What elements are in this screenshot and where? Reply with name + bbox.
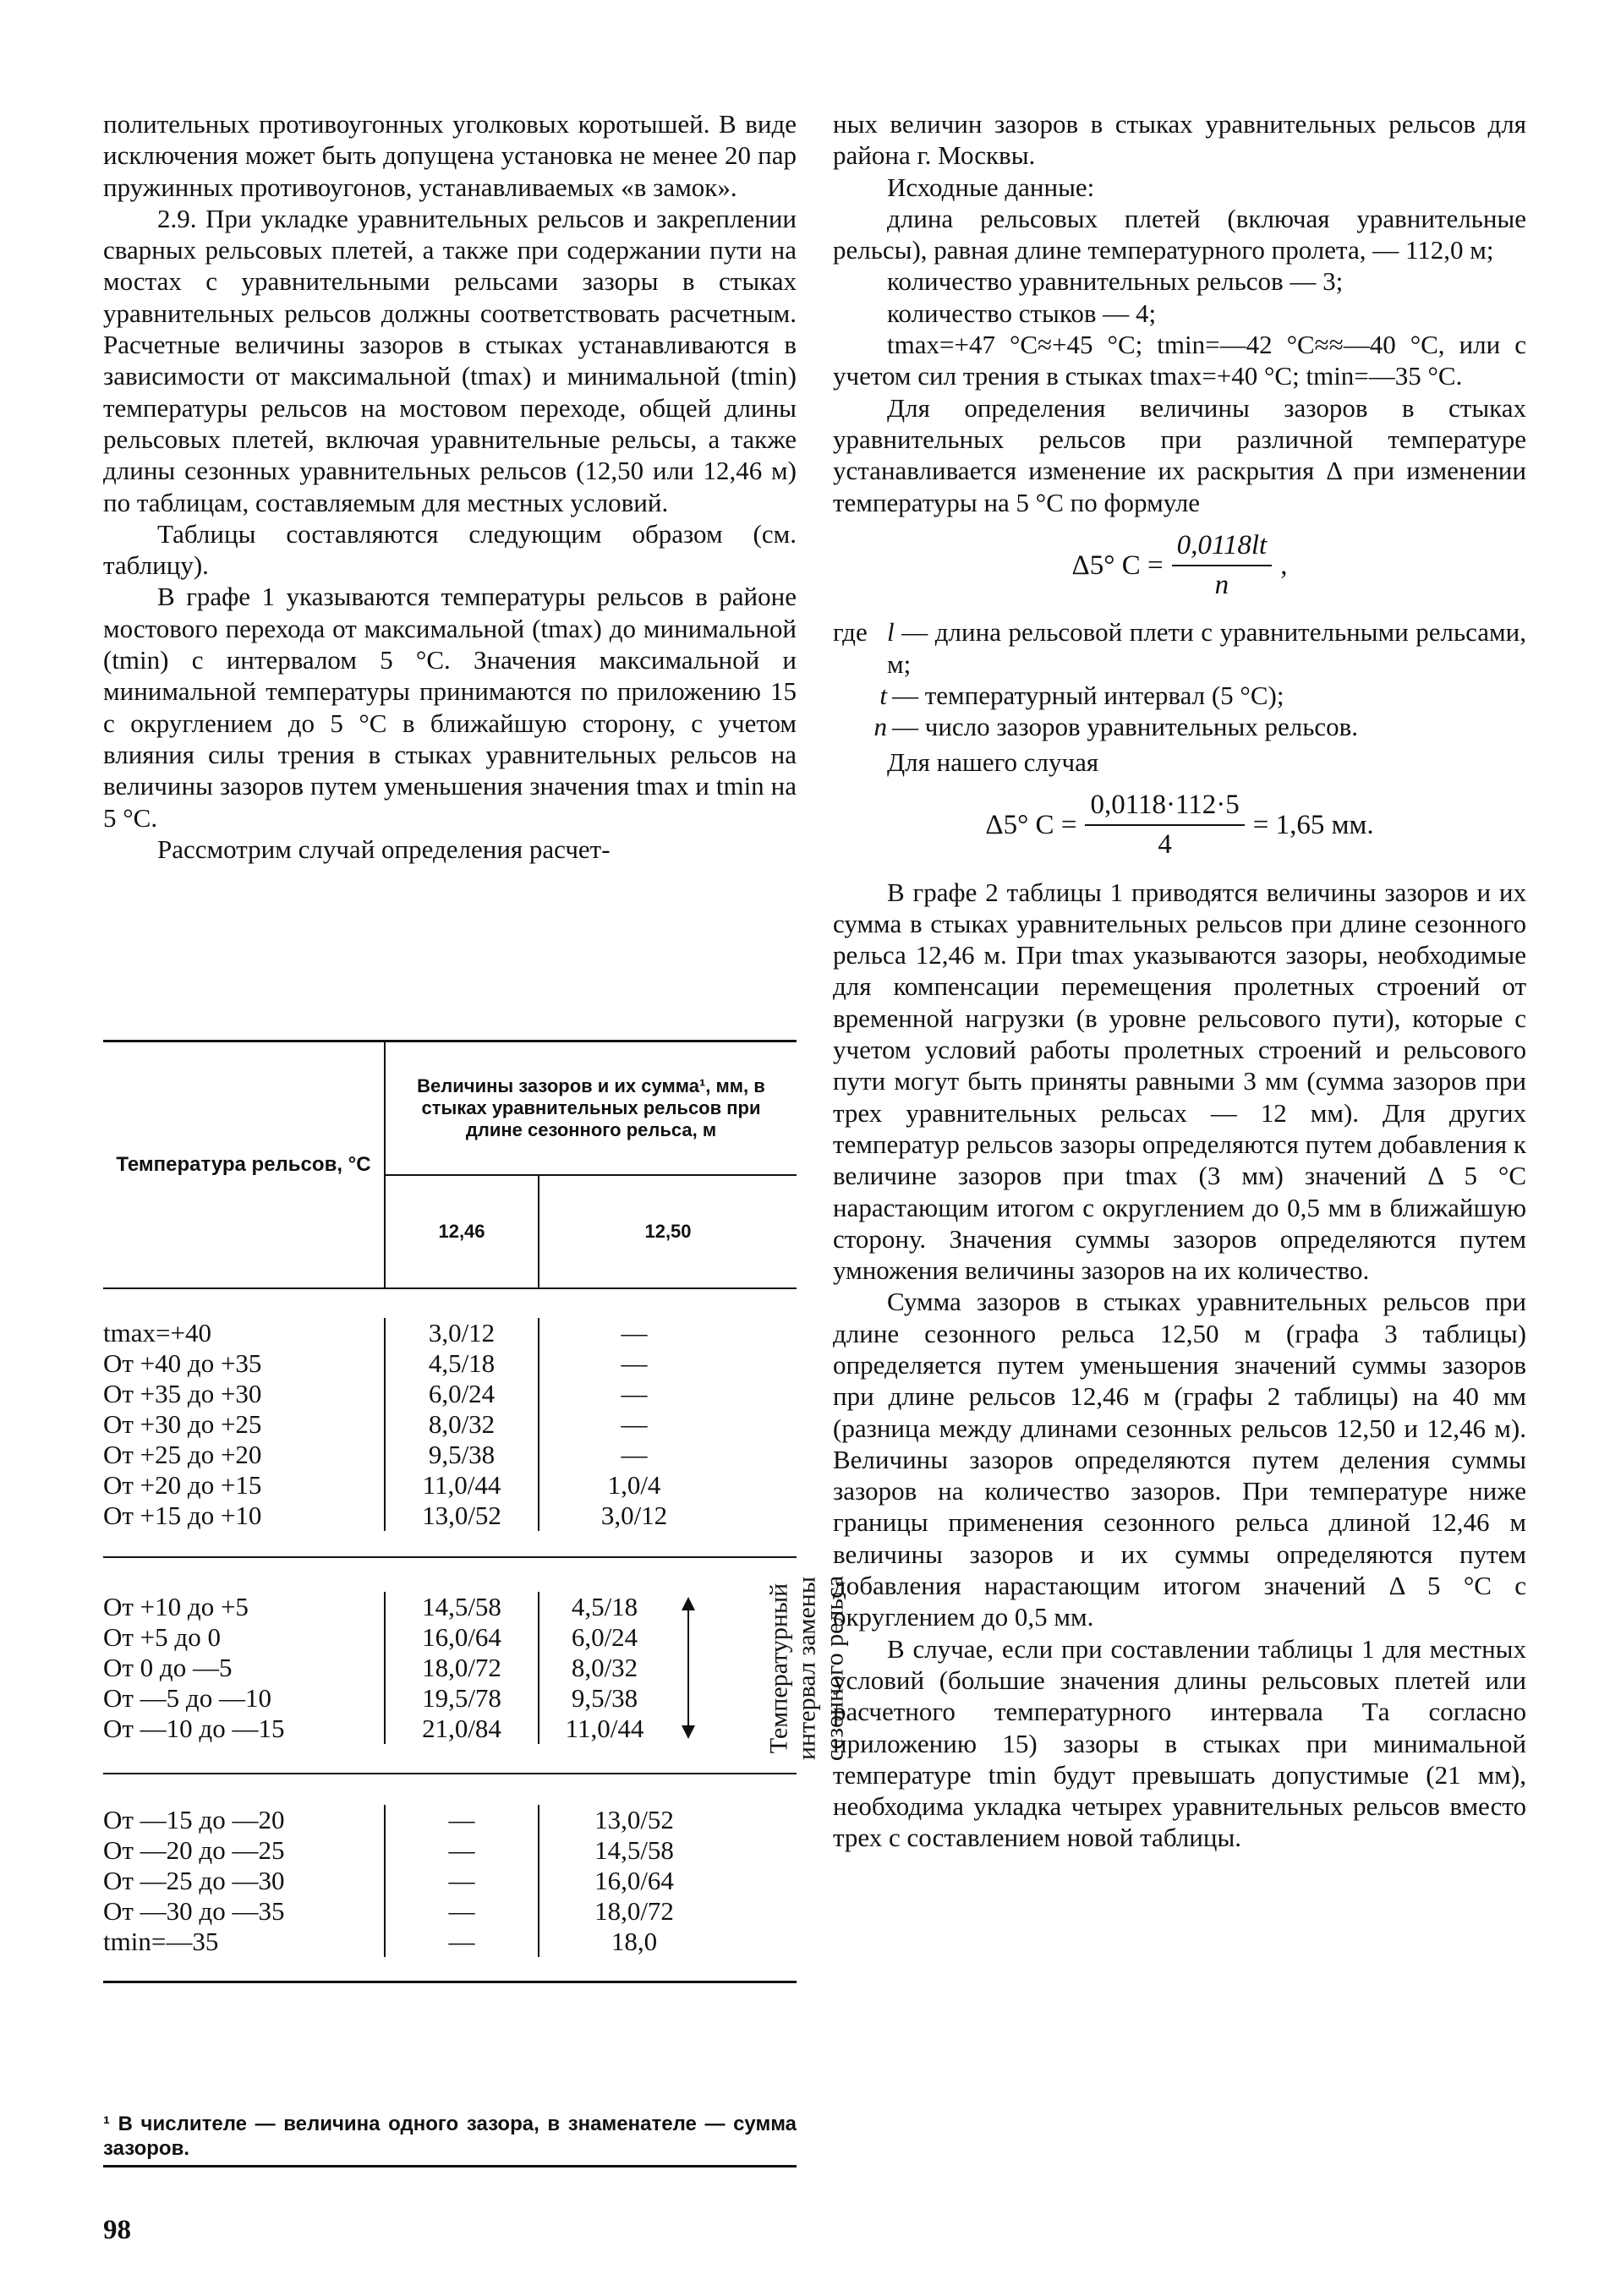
table-cell: От —5 до —10	[103, 1683, 271, 1713]
formula-lhs: Δ5° С =	[1071, 549, 1164, 581]
table-cell: 18,0/72	[594, 1896, 674, 1926]
temperature-cells	[103, 1318, 386, 1531]
table-cell: 19,5/78	[422, 1683, 501, 1713]
table-cell: tmax=+40	[103, 1318, 211, 1348]
table-cell: От +30 до +25	[103, 1409, 262, 1439]
table-cell: 1,0/4	[607, 1470, 661, 1500]
header-subcolumns	[386, 1176, 797, 1287]
interval-text: Температурный интервал замены сезонного рельса	[764, 1575, 849, 1761]
table-cell: 14,5/58	[422, 1592, 501, 1621]
where-word: где	[833, 617, 868, 648]
table-cell: От —20 до —25	[103, 1835, 285, 1865]
rail-gap-table	[103, 1040, 849, 1983]
table-cell: 18,0/72	[422, 1653, 501, 1682]
gap-1250-cells	[539, 1805, 797, 1957]
header-gaps-group	[386, 1042, 797, 1287]
table-cell: —	[448, 1805, 475, 1834]
table-cell: 4,5/18	[428, 1348, 496, 1378]
table-cell: 6,0/24	[428, 1379, 496, 1408]
footnote: ¹ В числителе — величина одного зазора, в знаменателе — сумма зазоров.	[103, 2113, 797, 2160]
table-cell: От +5 до 0	[103, 1622, 221, 1652]
denominator: n	[1214, 570, 1229, 601]
table-cell: От —30 до —35	[103, 1896, 285, 1926]
table-cell: От +40 до +35	[103, 1348, 262, 1378]
table-cell: 3,0/12	[600, 1501, 668, 1530]
table-cell: От +25 до +20	[103, 1440, 262, 1469]
denominator: 4	[1158, 829, 1172, 861]
table-cell: От +35 до +30	[103, 1379, 262, 1408]
paragraph: Исходные данные:	[887, 172, 1095, 202]
table-cell: От +20 до +15	[103, 1470, 262, 1500]
table-group-1	[103, 1289, 797, 1558]
table-cell: —	[448, 1896, 475, 1926]
table-cell: 8,0/32	[428, 1409, 496, 1439]
temperature-cells	[103, 1805, 386, 1957]
variable-definitions	[833, 616, 1526, 742]
temperature-cells	[103, 1592, 386, 1744]
table-cell: От —15 до —20	[103, 1805, 285, 1834]
definition-text: — длина рельсовой плети с уравнительными рельсами, м;	[887, 617, 1527, 679]
table-cell: tmin=—35	[103, 1927, 219, 1956]
definition	[887, 616, 1526, 680]
definition-text: — число зазоров уравнительных рельсов.	[892, 712, 1359, 742]
table-cell: 3,0/12	[428, 1318, 496, 1348]
definition-text: — температурный интервал (5 °С);	[892, 681, 1284, 711]
definition-row	[833, 680, 1526, 711]
table-group-3	[103, 1774, 797, 1981]
definition-row	[833, 616, 1526, 680]
table-cell: От —25 до —30	[103, 1866, 285, 1895]
table-cell: 8,0/32	[571, 1653, 638, 1682]
fraction	[1172, 530, 1273, 602]
paragraph: 2.9. При укладке уравнительных рельсов и закреплении сварных рельсовых плетей, а также при содержании пути на мостах с уравнительными рельсами зазоры в стыках уравнительных рельсов должны соответствовать расчетным. Расчетные величины зазоров в стыках устанавливаются в зависимости от максимальной (tmax) и минимальной (tmin) температуры рельсов на мостовом переходе, общей длины рельсовых плетей, включая уравнительные рельсы, а также длины сезонных уравнительных рельсов (12,50 или 12,46 м) по таблицам, составляемым для местных условий.	[103, 203, 797, 517]
paragraph: полительных противоугонных уголковых коротышей. В виде исключения может быть допущена установка не менее 20 пар пружинных противоугонов, устанавливаемых «в замок».	[103, 109, 797, 202]
table-cell: 21,0/84	[422, 1714, 501, 1743]
table-cell: От +15 до +10	[103, 1501, 262, 1530]
table-cell: —	[621, 1379, 648, 1408]
paragraph: Для определения величины зазоров в стыках уравнительных рельсов при различной температуре устанавливается изменение их раскрытия Δ при изменении температуры на 5 °С по формуле	[833, 392, 1526, 517]
gap-1250-cells	[539, 1318, 797, 1531]
formula-calculation	[833, 790, 1526, 861]
table-cell: —	[448, 1866, 475, 1895]
table-cell: От —10 до —15	[103, 1714, 285, 1743]
paragraph: Сумма зазоров в стыках уравнительных рельсов при длине сезонного рельса 12,50 м (графа 3 таблицы) определяется путем уменьшения значений суммы зазоров при длине рельсов 12,46 м (графы 2 таблицы) на 40 мм (разница между длинами сезонных рельсов 12,50 и 12,46 м). Величины зазоров определяются путем деления суммы зазоров на количество зазоров. При температуре ниже границы применения сезонного рельса длиной 12,46 м величины зазоров и их суммы определяются путем добавления нарастающим итогом значений Δ 5 °С с округлением до 0,5 мм.	[833, 1287, 1526, 1632]
left-column	[103, 108, 797, 865]
right-column	[833, 108, 1526, 1854]
formula-delta	[833, 530, 1526, 602]
paragraph: ных величин зазоров в стыках уравнительных рельсов для района г. Москвы.	[833, 109, 1526, 171]
gap-1250-cells	[539, 1575, 849, 1761]
table-cell: 6,0/24	[571, 1622, 638, 1652]
gap-1246-cells	[386, 1318, 539, 1531]
formula-result: = 1,65 мм.	[1252, 809, 1374, 840]
table-cell: —	[448, 1927, 475, 1956]
table-cell: 18,0	[611, 1927, 658, 1956]
symbol: t	[879, 681, 887, 711]
table-cell: От 0 до —5	[103, 1653, 233, 1682]
table-cell: —	[621, 1318, 648, 1348]
replacement-interval-note	[680, 1575, 849, 1761]
table-cell: —	[621, 1348, 648, 1378]
paragraph: Для нашего случая	[887, 746, 1099, 777]
table-cell: 16,0/64	[422, 1622, 501, 1652]
table-cell: —	[448, 1835, 475, 1865]
symbol: n	[873, 712, 887, 742]
table-cell: 9,5/38	[428, 1440, 496, 1469]
symbol: l	[887, 617, 895, 648]
page-number: 98	[103, 2215, 131, 2245]
table-group-2	[103, 1558, 849, 1774]
table-cell: 14,5/58	[594, 1835, 674, 1865]
table-cell: 16,0/64	[594, 1866, 674, 1895]
paragraph: Таблицы составляются следующим образом (см. таблицу).	[103, 518, 797, 581]
table-cell: 4,5/18	[571, 1592, 638, 1621]
table-header	[103, 1042, 797, 1289]
formula-lhs: Δ5° С =	[985, 809, 1077, 840]
paragraph: количество стыков — 4;	[887, 298, 1157, 328]
paragraph: длина рельсовых плетей (включая уравнительные рельсы), равная длине температурного пролета, — 112,0 м;	[833, 203, 1526, 265]
header-gaps: Величины зазоров и их сумма¹, мм, в стыках уравнительных рельсов при длине сезонного рельса, м	[386, 1042, 797, 1176]
table-cell: —	[621, 1409, 648, 1439]
table-cell: —	[621, 1440, 648, 1469]
header-length-1250: 12,50	[644, 1221, 692, 1242]
definition-row	[833, 711, 1526, 742]
table-cell: 13,0/52	[422, 1501, 501, 1530]
fraction	[1085, 790, 1244, 861]
paragraph: Рассмотрим случай определения расчет-	[157, 834, 611, 864]
paragraph: В графе 1 указываются температуры рельсов в районе мостового перехода от максимальной (tmax) до минимальной (tmin) с интервалом 5 °С. Значения максимальной и минимальной температуры принимаются по приложению 15 с округлением до 5 °С в ближайшую сторону, с учетом влияния силы трения в стыках уравнительных рельсов на величины зазоров путем уменьшения значения tmax и tmin на 5 °С.	[103, 582, 797, 833]
gap-1246-cells	[386, 1805, 539, 1957]
footnote-rule	[103, 2165, 797, 2168]
table-cell: От +10 до +5	[103, 1592, 249, 1621]
table-cell: 13,0/52	[594, 1805, 674, 1834]
header-temperature: Температура рельсов, °С	[103, 1042, 386, 1287]
numerator: 0,0118·112·5	[1085, 790, 1244, 826]
table-cell: 11,0/44	[422, 1470, 501, 1500]
header-length-1246: 12,46	[386, 1176, 539, 1287]
paragraph: В графе 2 таблицы 1 приводятся величины зазоров и их сумма в стыках уравнительных рельсов при длине сезонного рельса 12,46 м. При tmax указываются зазоры, необходимые для компенсации перемещения пролетных строений от временной нагрузки (в уровне рельсового пути), которые с учетом условий работы пролетных строений и рельсового пути могут быть приняты равными 3 мм (сумма зазоров при трех уравнительных рельсах — 12 мм). Для других температур рельсов зазоры определяются путем добавления к величине зазоров при tmax (3 мм) значений Δ 5 °С нарастающим итогом с округлением до 0,5 мм в ближайшую сторону. Значения суммы зазоров определяются путем умножения величины зазоров на их количество.	[833, 877, 1526, 1286]
paragraph: количество уравнительных рельсов — 3;	[887, 266, 1344, 297]
numerator: 0,0118lt	[1172, 530, 1273, 566]
formula-tail: ,	[1280, 549, 1288, 581]
table-bottom-rule	[103, 1981, 797, 1983]
paragraph: tmax=+47 °С≈+45 °С; tmin=—42 °С≈≈—40 °С, или с учетом сил трения в стыках tmax=+40 °С; tmin=—35 °С.	[833, 330, 1526, 391]
table-cell: 11,0/44	[565, 1714, 644, 1743]
paragraph: В случае, если при составлении таблицы 1 для местных условий (большие значения длины рельсовых плетей или расчетного температурного интервала Tа согласно приложению 15) зазоры в стыках при минимальной температуре tmin будут превышать допустимые (21 мм), необходима укладка четырех уравнительных рельсов вместо трех с составлением новой таблицы.	[833, 1633, 1526, 1853]
gap-1246-cells	[386, 1592, 539, 1744]
table-cell: 9,5/38	[571, 1683, 638, 1713]
